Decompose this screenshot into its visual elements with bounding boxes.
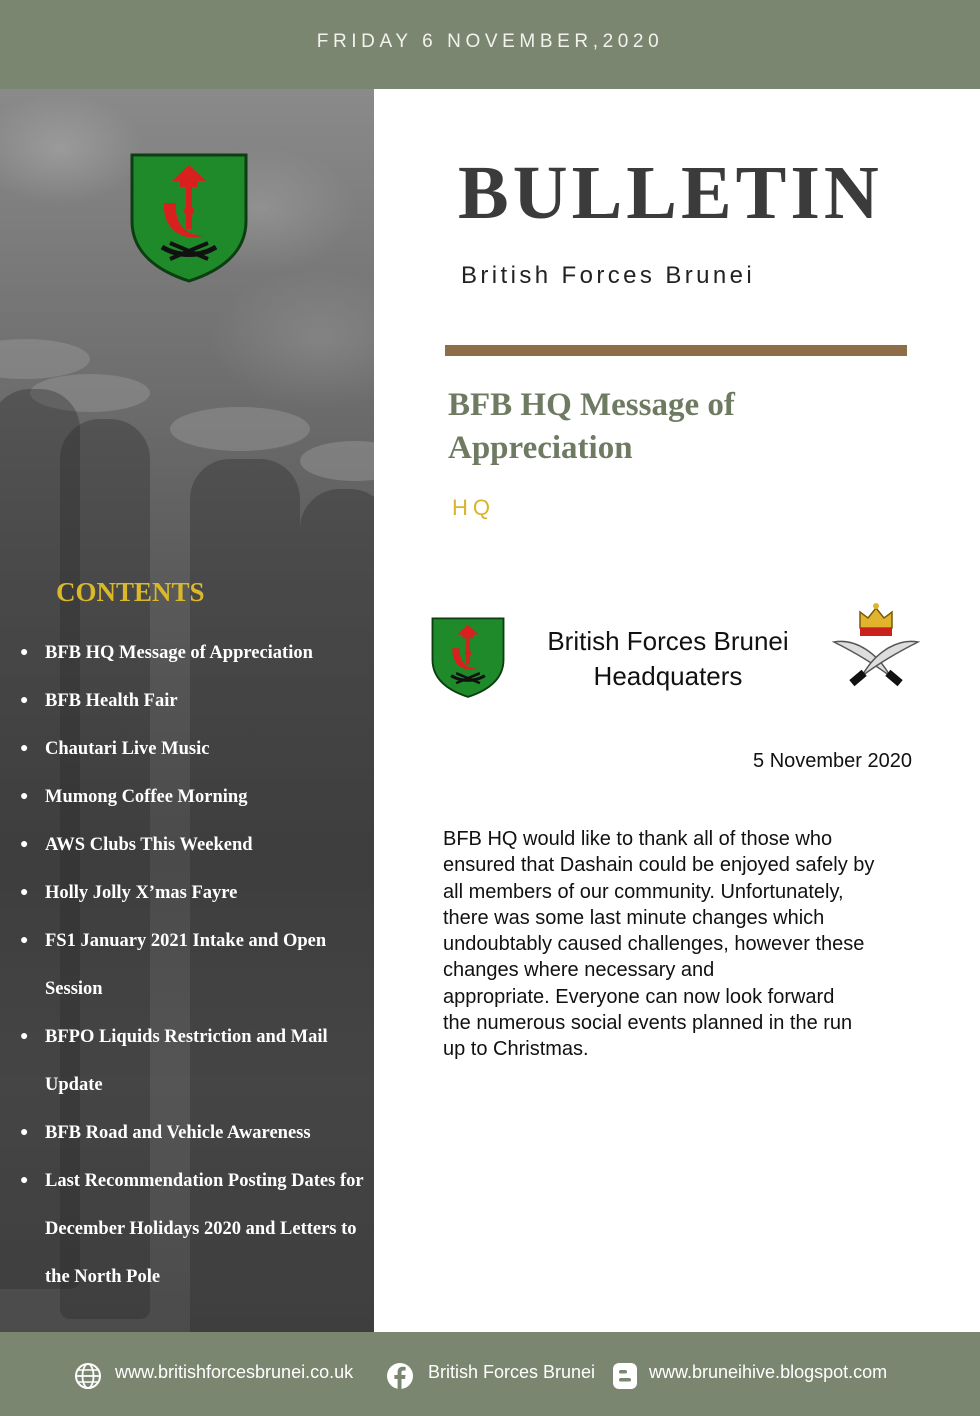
bullet-icon: ● (20, 837, 29, 852)
background-photo-hat (0, 339, 90, 379)
facebook-icon (386, 1362, 414, 1390)
contents-item[interactable] (18, 869, 368, 917)
contents-sidebar (0, 89, 374, 1332)
bullet-icon: ● (20, 645, 29, 660)
gurkha-kukri-badge-icon (826, 598, 926, 698)
bullet-icon: ● (20, 789, 29, 804)
contents-item[interactable] (18, 821, 368, 869)
globe-icon (74, 1362, 102, 1390)
facebook-link[interactable]: British Forces Brunei (428, 1362, 596, 1382)
contents-item[interactable] (18, 1109, 368, 1157)
website-link[interactable]: www.britishforcesbrunei.co.uk (115, 1362, 354, 1382)
contents-item[interactable] (18, 629, 368, 677)
article-tag: HQ (452, 495, 495, 520)
blogger-icon (612, 1362, 638, 1390)
contents-item-label: AWS Clubs This Weekend (45, 835, 253, 855)
bullet-icon: ● (20, 885, 29, 900)
bullet-icon: ● (20, 1125, 29, 1140)
contents-item-label: BFB Health Fair (45, 691, 178, 711)
bullet-icon: ● (20, 693, 29, 708)
contents-item[interactable] (18, 917, 368, 1013)
bullet-icon: ● (20, 933, 29, 948)
contents-item-label: BFB HQ Message of Appreciation (45, 643, 313, 663)
contents-heading: CONTENTS (56, 577, 205, 607)
contents-item[interactable] (18, 1157, 368, 1301)
contents-item-label: FS1 January 2021 Intake and Open Session (45, 931, 327, 999)
bullet-icon: ● (20, 1173, 29, 1188)
bfb-crest-small-icon (430, 614, 506, 700)
article-date: 5 November 2020 (753, 750, 912, 772)
contents-item-label: Chautari Live Music (45, 739, 210, 759)
background-photo-hat (300, 441, 374, 481)
contents-item-label: Holly Jolly X’mas Fayre (45, 883, 238, 903)
blog-link[interactable]: www.bruneihive.blogspot.com (649, 1362, 888, 1382)
contents-item-label: Last Recommendation Posting Dates for December Holidays 2020 and Letters to the North Pole (45, 1171, 364, 1287)
contents-item[interactable] (18, 677, 368, 725)
divider-rule (445, 345, 907, 356)
bulletin-subtitle: British Forces Brunei (461, 262, 756, 289)
article-body: BFB HQ would like to thank all of those who ensured that Dashain could be enjoyed safely by all members of our community. Unfortunately, there was some last minute changes which undoubtably caused challenges, however these changes where necessary and appropriate. Everyone can now look forward the numerous social events planned in the run up to Christmas. (443, 828, 875, 1061)
contents-item[interactable] (18, 773, 368, 821)
letterhead-name: British Forces Brunei Headquaters (547, 626, 789, 691)
bullet-icon: ● (20, 1029, 29, 1044)
contents-item-label: BFPO Liquids Restriction and Mail Update (45, 1027, 328, 1095)
issue-date: FRIDAY 6 NOVEMBER,2020 (316, 31, 664, 52)
date-banner (0, 0, 980, 89)
contents-item[interactable] (18, 725, 368, 773)
contents-list (18, 629, 368, 1301)
bfb-crest-icon (128, 151, 250, 283)
bulletin-title: BULLETIN (458, 151, 883, 235)
article-title: BFB HQ Message of Appreciation (448, 387, 735, 466)
background-photo-hat (170, 407, 310, 451)
contents-item[interactable] (18, 1013, 368, 1109)
bullet-icon: ● (20, 741, 29, 756)
contents-item-label: Mumong Coffee Morning (45, 787, 248, 807)
contents-item-label: BFB Road and Vehicle Awareness (45, 1123, 311, 1143)
footer-bar (0, 1332, 980, 1416)
